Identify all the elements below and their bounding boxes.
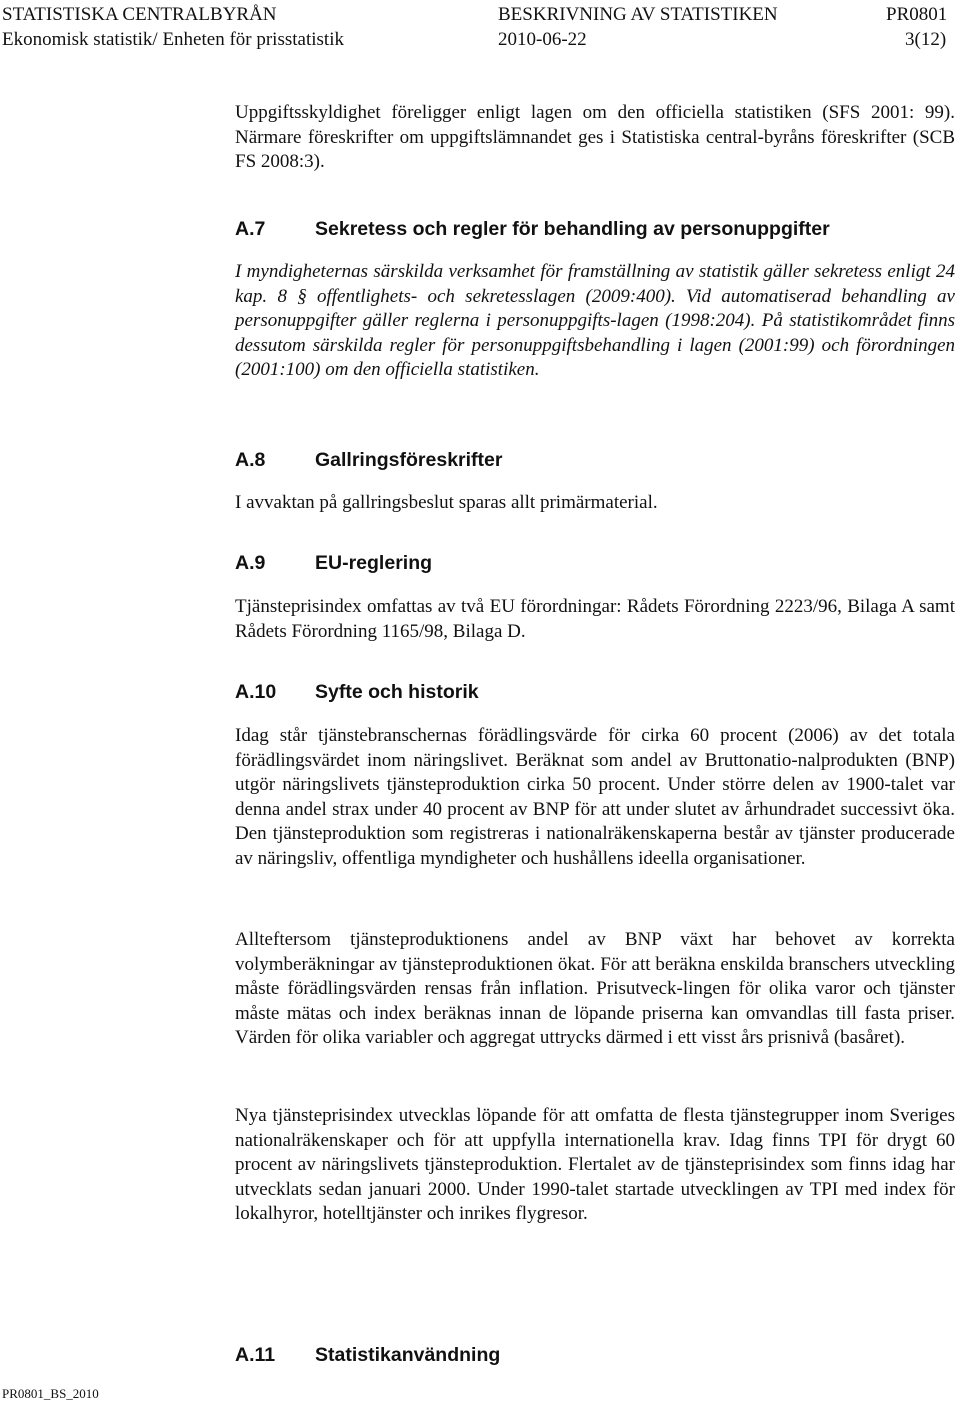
header-unit: Ekonomisk statistik/ Enheten för prisstatistik [2, 29, 344, 50]
section-number: A.10 [235, 681, 277, 703]
header-org: STATISTISKA CENTRALBYRÅN [2, 4, 277, 25]
section-paragraph: Allteftersom tjänsteproduktionens andel av BNP växt har behovet av korrekta volymberäkningar av tjänsteproduktionen ökat. För att beräkna enskilda branschers utveckling måste förädlingsvärden rensas från inflation. Prisutveck-lingen för olika varor och tjänster måste mätas och index beräknas innan de löpande priserna kan omvandlas till fasta priser. Värden för olika variabler och aggregat uttrycks därmed i ett visst års prisnivå (basåret). [235, 929, 955, 1048]
section-paragraph: Idag står tjänstebranschernas förädlingsvärde för cirka 60 procent (2006) av det totala förädlingsvärdet inom näringslivet. Beräknat som andel av Bruttonatio-nalprodukten (BNP) utgör näringslivets tjänsteproduktion cirka 50 procent. Under större delen av 1900-talet var denna andel strax under 40 procent av BNP för att under slutet av århundradet successivt öka. Den tjänsteproduktion som registreras i nationalräkenskaperna består av tjänster producerade av näringsliv, offentliga myndigheter och hushållens ideella organisationer. [235, 725, 955, 869]
section-title: Gallringsföreskrifter [315, 449, 503, 471]
section-body-a7 [235, 260, 955, 383]
section-body-a9 [235, 595, 955, 644]
section-paragraph: I avvaktan på gallringsbeslut sparas allt primärmaterial. [235, 492, 658, 513]
section-title: Statistikanvändning [315, 1344, 501, 1366]
section-body-a10-p1 [235, 724, 955, 871]
intro-block [235, 101, 955, 175]
section-paragraph: Nya tjänsteprisindex utvecklas löpande för att omfatta de flesta tjänstegrupper inom Sveriges nationalräkenskaper och för att uppfylla internationella krav. Idag finns TPI för drygt 60 procent av näringslivets tjänsteproduktion. Flertalet av de tjänsteprisindex som finns idag har utvecklats sedan januari 2000. Under 1990-talet startade utvecklingen av TPI med index för lokalhyror, hotelltjänster och inrikes flygresor. [235, 1105, 955, 1224]
section-title: Syfte och historik [315, 681, 479, 703]
header-page-number: 3(12) [905, 29, 947, 50]
section-title: Sekretess och regler för behandling av personuppgifter [315, 218, 830, 240]
section-number: A.7 [235, 218, 266, 240]
section-paragraph: I myndigheternas särskilda verksamhet för framställning av statistik gäller sekretess enligt 24 kap. 8 § offentlighets- och sekretesslagen (2009:400). Vid automatiserad behandling av personuppgifter gäller reglerna i personuppgifts-lagen (1998:204). På statistikområdet finns dessutom särskilda regler för personuppgiftsbehandling i lagen (2001:99) och förordningen (2001:100) om den officiella statistiken. [235, 261, 955, 380]
section-body-a10-p2 [235, 928, 955, 1051]
section-number: A.8 [235, 449, 266, 471]
section-paragraph: Tjänsteprisindex omfattas av två EU förordningar: Rådets Förordning 2223/96, Bilaga A samt Rådets Förordning 1165/98, Bilaga D. [235, 596, 955, 642]
section-number: A.11 [235, 1344, 276, 1366]
header-doc-code: PR0801 [886, 4, 948, 25]
section-body-a10-p3 [235, 1104, 955, 1227]
section-title: EU-reglering [315, 552, 433, 574]
header-date: 2010-06-22 [498, 29, 587, 50]
footer-doc-code: PR0801_BS_2010 [2, 1386, 99, 1401]
intro-paragraph: Uppgiftsskyldighet föreligger enligt lagen om den officiella statistiken (SFS 2001: 99). Närmare föreskrifter om uppgiftslämnandet ges i Statistiska central-byråns föreskrifter (SCB FS 2008:3). [235, 102, 955, 172]
section-number: A.9 [235, 552, 266, 574]
header-doc-type: BESKRIVNING AV STATISTIKEN [498, 4, 778, 25]
section-body-a8 [235, 491, 955, 516]
